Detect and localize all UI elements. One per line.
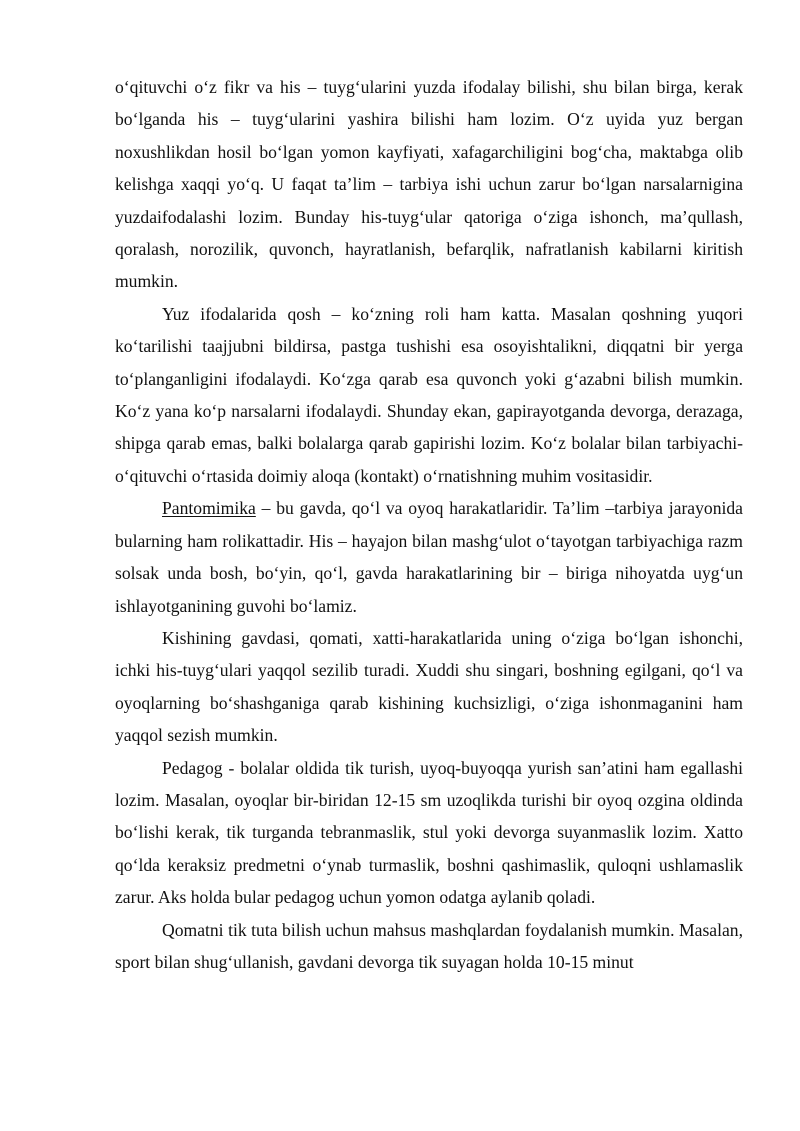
paragraph-pedagog-standing: Pedagog - bolalar oldida tik turish, uyoq-buyoqqa yurish san’atini ham egallashi lozim. Masalan, oyoqlar bir-biridan 12-15 sm uzoqlikda turishi bir oyoq ozgina oldinda bo‘lishi kerak, tik turganda tebranmaslik, stul yoki devorga suyanmaslik lozim. Xatto qo‘lda keraksiz predmetni o‘ynab turmaslik, boshni qashimaslik, quloqni ushlamaslik zarur. Aks holda bular pedagog uchun yomon odatga aylanib qoladi.	[115, 757, 743, 908]
document-page	[115, 71, 743, 978]
paragraph-pantomimika	[115, 492, 743, 622]
paragraph-pantomimika-text: – bu gavda, qo‘l va oyoq harakatlaridir. Ta’lim –tarbiya jarayonida bularning ham rolikattadir. His – hayajon bilan mashg‘ulot o‘tayotgan tarbiyachiga razm solsak unda bosh, bo‘yin, qo‘l, gavda harakatlarining bir – biriga nihoyatda uyg‘un ishlayotganining guvohi bo‘lamiz.	[115, 498, 743, 616]
paragraph-exercises: Qomatni tik tuta bilish uchun mahsus mashqlardan foydalanish mumkin. Masalan, sport bilan shug‘ullanish, gavdani devorga tik suyagan holda 10-15 minut	[115, 919, 743, 972]
term-pantomimika: Pantomimika	[162, 498, 256, 519]
paragraph-facial-expression: o‘qituvchi o‘z fikr va his – tuyg‘ularini yuzda ifodalay bilishi, shu bilan birga, kerak bo‘lganda his – tuyg‘ularini yashira bilishi ham lozim. O‘z uyida yuz bergan noxushlikdan hosil bo‘lgan yomon kayfiyati, xafagarchiligini bog‘cha, maktabga olib kelishga xaqqi yo‘q. U faqat ta’lim – tarbiya ishi uchun zarur bo‘lgan narsalarnigina yuzdaifodalashi lozim. Bunday his-tuyg‘ular qatoriga o‘ziga ishonch, ma’qullash, qoralash, norozilik, quvonch, hayratlanish, befarqlik, nafratlanish kabilarni kiritish mumkin.	[115, 77, 743, 292]
paragraph-posture: Kishining gavdasi, qomati, xatti-harakatlarida uning o‘ziga bo‘lgan ishonchi, ichki his-tuyg‘ulari yaqqol sezilib turadi. Xuddi shu singari, boshning egilgani, qo‘l va oyoqlarning bo‘shashganiga qarab kishining kuchsizligi, o‘ziga ishonmaganini ham yaqqol sezish mumkin.	[115, 627, 743, 746]
paragraph-eyebrows-eyes: Yuz ifodalarida qosh – ko‘zning roli ham katta. Masalan qoshning yuqori ko‘tarilishi taajjubni bildirsa, pastga tushishi esa osoyishtalikni, diqqatni bir yerga to‘planganligini ifodalaydi. Ko‘zga qarab esa quvonch yoki g‘azabni bilish mumkin. Ko‘z yana ko‘p narsalarni ifodalaydi. Shunday ekan, gapirayotganda devorga, derazaga, shipga qarab emas, balki bolalarga qarab gapirishi lozim. Ko‘z bolalar bilan tarbiyachi-o‘qituvchi o‘rtasida doimiy aloqa (kontakt) o‘rnatishning muhim vositasidir.	[115, 303, 743, 486]
